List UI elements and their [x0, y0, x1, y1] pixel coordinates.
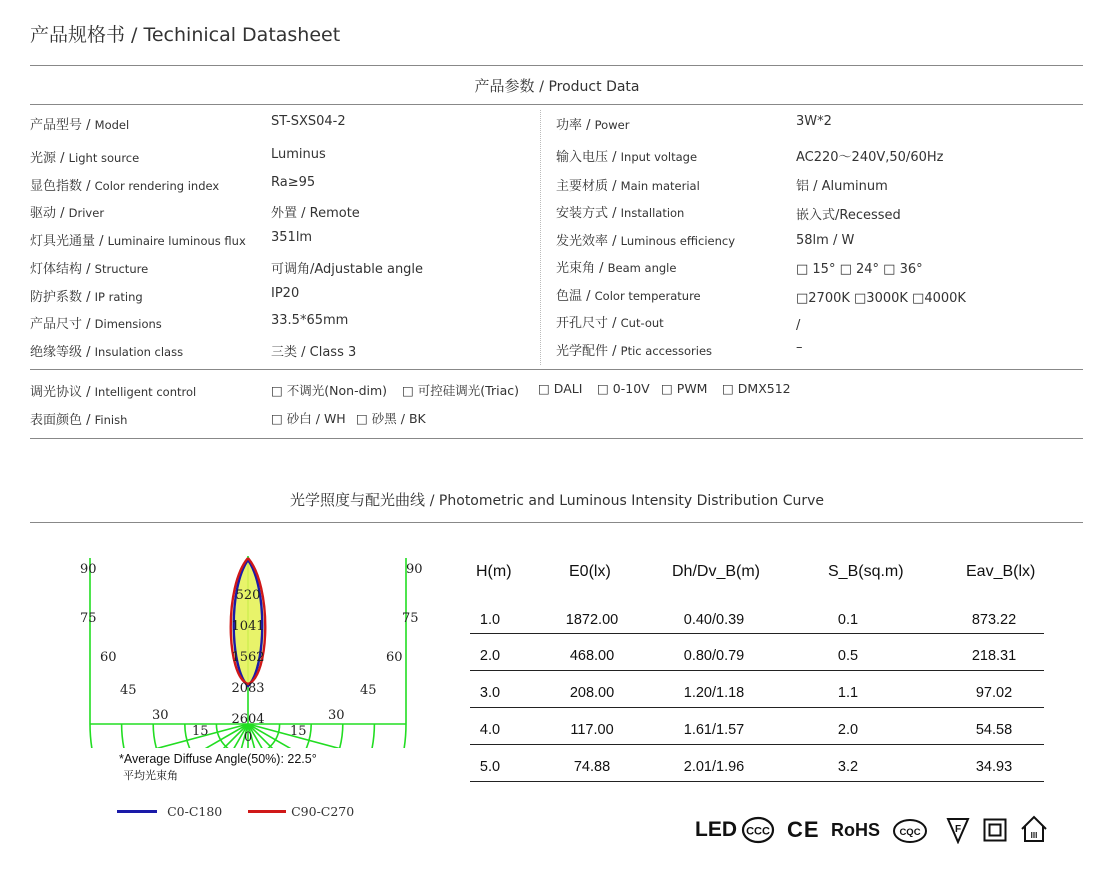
- column-divider: [540, 110, 541, 365]
- spec-value: □ 15° □ 24° □ 36°: [796, 262, 923, 277]
- spec-label-en: Installation: [620, 206, 685, 220]
- ring-value-label: 520: [235, 588, 261, 603]
- spec-value: 3W*2: [796, 114, 832, 129]
- spec-label: [556, 114, 629, 133]
- section-title-cn: 产品参数: [474, 77, 535, 95]
- divider: [30, 438, 1083, 439]
- table-cell: 34.93: [975, 759, 1013, 775]
- spec-label: [556, 340, 712, 359]
- angle-label: 45: [360, 683, 377, 698]
- class-ii-icon: [983, 818, 1007, 842]
- table-cell: 74.88: [573, 759, 611, 775]
- ccc-text: CCC: [746, 825, 770, 838]
- spec-label-en: Cut-out: [620, 316, 664, 330]
- legend-label: C0-C180: [167, 804, 223, 819]
- spec-label: [30, 114, 129, 133]
- table-cell: 218.31: [971, 648, 1017, 664]
- spec-value: 嵌入式/Recessed: [796, 208, 901, 223]
- spec-value: Luminus: [271, 147, 326, 162]
- angle-label: 75: [80, 611, 97, 626]
- table-header-cell: H(m): [476, 563, 512, 580]
- spec-label: [30, 202, 104, 221]
- class-iii-icon: [1019, 814, 1049, 844]
- legend-swatch-red: [248, 810, 286, 813]
- control-option-checkbox[interactable]: □ 不调光(Non-dim): [271, 383, 388, 398]
- section-title-en: / Product Data: [539, 79, 640, 95]
- spec-value: □2700K □3000K □4000K: [796, 291, 966, 306]
- spec-label-en: Power: [594, 118, 630, 132]
- table-cell: 1872.00: [565, 612, 619, 628]
- table-header-cell: Eav_B(lx): [966, 563, 1036, 580]
- spec-label-cn: 产品型号 /: [30, 118, 91, 133]
- f-text: F: [954, 824, 962, 835]
- spec-label: [556, 312, 664, 331]
- cqc-text: CQC: [899, 827, 921, 838]
- legend-swatch-blue: [117, 810, 157, 813]
- ring-value-label: 1041: [231, 619, 265, 634]
- table-header-cell: S_B(sq.m): [828, 563, 904, 580]
- spec-label-en: Luminous efficiency: [620, 234, 736, 248]
- spec-label-en: Structure: [94, 262, 149, 276]
- ring-value-label: 2083: [231, 681, 265, 696]
- spec-label: [30, 286, 143, 305]
- angle-label: 60: [100, 650, 117, 665]
- angle-label: 30: [152, 708, 169, 723]
- angle-label: 75: [402, 611, 419, 626]
- beam-angle-note-cn: 平均光束角: [123, 769, 178, 782]
- spec-value: ST-SXS04-2: [271, 114, 346, 129]
- table-cell: 5.0: [479, 759, 501, 775]
- spec-label-en: Ptic accessories: [620, 344, 713, 358]
- angle-label: 15: [192, 724, 209, 739]
- table-cell: 0.80/0.79: [683, 648, 745, 664]
- control-label: [30, 381, 196, 400]
- divider: [30, 522, 1083, 523]
- table-cell: 0.1: [837, 612, 859, 628]
- spec-label-en: Insulation class: [94, 345, 184, 359]
- polar-labels: [80, 562, 423, 745]
- table-cell: 1.0: [479, 612, 501, 628]
- table-cell: 873.22: [971, 612, 1017, 628]
- table-cell: 1.61/1.57: [683, 722, 745, 738]
- ring-value-label: 1562: [231, 650, 265, 665]
- ring-value-label: 2604: [231, 712, 265, 727]
- control-option-checkbox[interactable]: □ DMX512: [722, 381, 791, 396]
- spec-label-cn: 色温 /: [556, 289, 591, 304]
- legend-c90: [248, 801, 354, 820]
- rohs-mark: RoHS: [831, 820, 880, 840]
- control-label-en: Intelligent control: [94, 385, 197, 399]
- spec-label-cn: 绝缘等级 /: [30, 345, 91, 360]
- ccc-mark-icon: [741, 816, 775, 844]
- polar-spoke: [95, 724, 248, 748]
- polar-intensity-diagram: [60, 548, 440, 748]
- spec-label-cn: 光束角 /: [556, 261, 604, 276]
- spec-label-cn: 防护系数 /: [30, 290, 91, 305]
- spec-label-cn: 输入电压 /: [556, 150, 617, 165]
- spec-value: 可调角/Adjustable angle: [271, 262, 424, 277]
- control-option-checkbox[interactable]: □ 可控硅调光(Triac): [402, 383, 519, 398]
- spec-label-cn: 开孔尺寸 /: [556, 316, 617, 331]
- spec-label: [556, 202, 684, 221]
- finish-option-checkbox[interactable]: □ 砂白 / WH: [271, 411, 346, 426]
- product-data-title: [0, 75, 1114, 96]
- divider: [30, 104, 1083, 105]
- table-cell: 2.01/1.96: [683, 759, 745, 775]
- spec-value: 三类 / Class 3: [271, 345, 357, 360]
- spec-label: [556, 230, 735, 249]
- table-cell: 117.00: [570, 722, 614, 738]
- beam-angle-note: *Average Diffuse Angle(50%): 22.5°: [119, 752, 317, 766]
- finish-label: [30, 409, 127, 428]
- spec-value: 33.5*65mm: [271, 313, 349, 328]
- finish-label-cn: 表面颜色 /: [30, 413, 91, 428]
- angle-label: 15: [290, 724, 307, 739]
- spec-label-cn: 主要材质 /: [556, 179, 617, 194]
- spec-label: [30, 258, 148, 277]
- spec-label-cn: 驱动 /: [30, 206, 65, 221]
- led-mark: LED: [695, 818, 737, 841]
- table-cell: 3.2: [837, 759, 859, 775]
- spec-label-en: Luminaire luminous flux: [107, 234, 246, 248]
- spec-label-en: IP rating: [94, 290, 143, 304]
- table-cell: 4.0: [479, 722, 501, 738]
- table-row-line: [470, 744, 1044, 745]
- spec-label-cn: 光学配件 /: [556, 344, 617, 359]
- table-cell: 2.0: [479, 648, 501, 664]
- spec-label-cn: 灯具光通量 /: [30, 234, 104, 249]
- spec-label-en: Dimensions: [94, 317, 162, 331]
- divider: [30, 65, 1083, 66]
- table-cell: 97.02: [975, 685, 1013, 701]
- table-cell: 54.58: [975, 722, 1013, 738]
- finish-option-checkbox[interactable]: □ 砂黑 / BK: [356, 411, 426, 426]
- control-option-checkbox[interactable]: □ 0-10V: [597, 381, 650, 396]
- spec-label-en: Beam angle: [607, 261, 677, 275]
- angle-label: 60: [386, 650, 403, 665]
- spec-label: [556, 175, 700, 194]
- spec-label: [556, 146, 697, 165]
- table-cell: 468.00: [569, 648, 615, 664]
- divider: [30, 369, 1083, 370]
- angle-label: 30: [328, 708, 345, 723]
- f-mark-icon: [946, 816, 970, 844]
- spec-value: 铝 / Aluminum: [796, 179, 888, 194]
- spec-label-en: Driver: [68, 206, 105, 220]
- spec-label: [556, 285, 701, 304]
- spec-label-cn: 安装方式 /: [556, 206, 617, 221]
- spec-value: AC220～240V,50/60Hz: [796, 150, 944, 165]
- photometric-title-cn: 光学照度与配光曲线: [289, 491, 425, 509]
- angle-label: 0: [244, 730, 253, 745]
- spec-value: Ra≥95: [271, 175, 316, 190]
- legend-label: C90-C270: [291, 804, 355, 819]
- spec-label: [556, 257, 676, 276]
- spec-label-en: Main material: [620, 179, 700, 193]
- angle-label: 90: [406, 562, 423, 577]
- spec-label: [30, 147, 139, 166]
- spec-label-en: Color temperature: [594, 289, 701, 303]
- spec-label-en: Color rendering index: [94, 179, 220, 193]
- spec-label-cn: 显色指数 /: [30, 179, 91, 194]
- spec-label: [30, 230, 246, 249]
- legend-c0: [117, 801, 222, 820]
- photometric-title-en: / Photometric and Luminous Intensity Distribution Curve: [429, 493, 825, 509]
- spec-value: 外置 / Remote: [271, 206, 360, 221]
- table-cell: 2.0: [837, 722, 859, 738]
- spec-label-en: Input voltage: [620, 150, 698, 164]
- control-label-cn: 调光协议 /: [30, 385, 91, 400]
- angle-label: 90: [80, 562, 97, 577]
- spec-value: IP20: [271, 286, 300, 301]
- table-cell: 0.5: [837, 648, 859, 664]
- angle-label: 45: [120, 683, 137, 698]
- table-header-cell: E0(lx): [569, 563, 611, 580]
- table-cell: 3.0: [479, 685, 501, 701]
- finish-label-en: Finish: [94, 413, 128, 427]
- spec-label-cn: 功率 /: [556, 118, 591, 133]
- spec-label: [30, 341, 183, 360]
- spec-label: [30, 313, 162, 332]
- photometric-title: [0, 489, 1114, 510]
- cqc-mark-icon: [892, 818, 928, 844]
- spec-label: [30, 175, 219, 194]
- spec-value: /: [796, 318, 801, 333]
- table-row-line: [470, 781, 1044, 782]
- table-row-line: [470, 633, 1044, 634]
- table-cell: 208.00: [569, 685, 615, 701]
- spec-label-cn: 产品尺寸 /: [30, 317, 91, 332]
- ce-mark: CE: [787, 817, 820, 842]
- table-row-line: [470, 707, 1044, 708]
- spec-label-cn: 发光效率 /: [556, 234, 617, 249]
- polar-spoke: [248, 724, 401, 748]
- spec-label-en: Model: [94, 118, 130, 132]
- class-iii-text: III: [1030, 831, 1038, 840]
- spec-value: 351lm: [271, 230, 313, 245]
- spec-label-cn: 光源 /: [30, 151, 65, 166]
- table-cell: 0.40/0.39: [683, 612, 745, 628]
- spec-value: 58lm / W: [796, 233, 855, 248]
- page-title: 产品规格书 / Techinical Datasheet: [30, 24, 341, 46]
- table-cell: 1.1: [837, 685, 859, 701]
- control-option-checkbox[interactable]: □ DALI: [538, 381, 583, 396]
- table-row-line: [470, 670, 1044, 671]
- spec-label-cn: 灯体结构 /: [30, 262, 91, 277]
- table-cell: 1.20/1.18: [683, 685, 745, 701]
- control-option-checkbox[interactable]: □ PWM: [661, 381, 708, 396]
- spec-value: –: [796, 340, 803, 355]
- spec-label-en: Light source: [68, 151, 140, 165]
- table-header-cell: Dh/Dv_B(m): [672, 563, 761, 580]
